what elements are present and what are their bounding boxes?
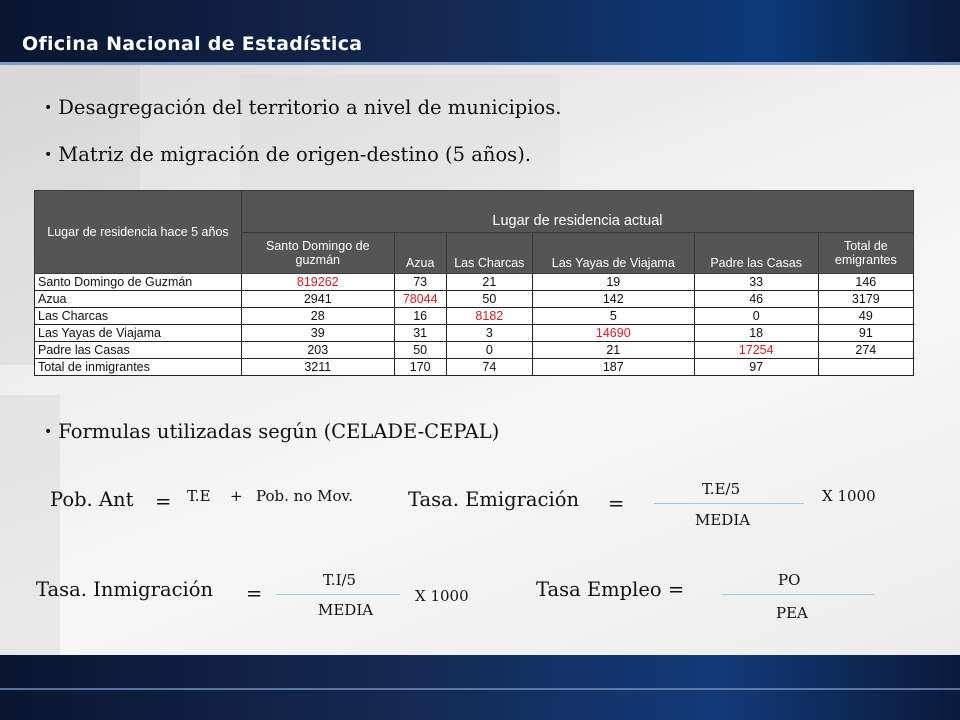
- table-cell: 91: [818, 325, 913, 342]
- column-header: Santo Domingo de guzmán: [241, 233, 394, 274]
- top-header: Lugar de residencia actual: [241, 191, 913, 233]
- table-cell: 49: [818, 308, 913, 325]
- bullet-text: Formulas utilizadas según (CELADE-CEPAL): [58, 420, 500, 443]
- inmigracion-equals: =: [246, 582, 263, 605]
- inmigracion-fraction-line: [276, 594, 400, 595]
- table-row: [35, 325, 914, 342]
- empleo-denominator: PEA: [776, 604, 808, 622]
- table-cell: 142: [532, 291, 694, 308]
- table-row: [35, 274, 914, 291]
- corner-header: Lugar de residencia hace 5 años: [35, 191, 242, 274]
- table-cell: 28: [241, 308, 394, 325]
- empleo-label: Tasa Empleo =: [536, 578, 685, 601]
- emigracion-numerator: T.E/5: [702, 480, 741, 498]
- table-cell: 17254: [694, 342, 818, 359]
- table-cell: 74: [446, 359, 532, 376]
- table-cell: 16: [394, 308, 446, 325]
- header-title: Oficina Nacional de Estadística: [22, 33, 363, 55]
- bullet-text: Matriz de migración de origen-destino (5 años).: [58, 143, 531, 166]
- table-cell: 78044: [394, 291, 446, 308]
- table-cell: 14690: [532, 325, 694, 342]
- table-cell: 170: [394, 359, 446, 376]
- header-divider: [0, 62, 960, 65]
- bullet-formulas: • Formulas utilizadas según (CELADE-CEPAL): [44, 420, 500, 443]
- table-cell: 97: [694, 359, 818, 376]
- table-cell: 819262: [241, 274, 394, 291]
- table-cell: 5: [532, 308, 694, 325]
- table-cell: 3211: [241, 359, 394, 376]
- emigracion-factor: X 1000: [822, 487, 876, 505]
- table-cell: 21: [532, 342, 694, 359]
- empleo-numerator: PO: [778, 571, 801, 589]
- table-cell: 50: [446, 291, 532, 308]
- table-cell: 18: [694, 325, 818, 342]
- pob-ant-equals: =: [155, 490, 172, 513]
- table-row: [35, 291, 914, 308]
- row-label: Las Charcas: [35, 308, 242, 325]
- table-cell: 50: [394, 342, 446, 359]
- migration-matrix-table: [34, 190, 914, 376]
- table-cell: 3179: [818, 291, 913, 308]
- column-header: Total de emigrantes: [818, 233, 913, 274]
- bullet-text: Desagregación del territorio a nivel de municipios.: [58, 96, 562, 119]
- inmigracion-factor: X 1000: [415, 587, 469, 605]
- pob-ant-term1: T.E: [187, 487, 211, 505]
- row-label: Azua: [35, 291, 242, 308]
- table-row: [35, 342, 914, 359]
- inmigracion-denominator: MEDIA: [318, 601, 374, 619]
- table-cell: 46: [694, 291, 818, 308]
- table-cell: 19: [532, 274, 694, 291]
- row-label: Santo Domingo de Guzmán: [35, 274, 242, 291]
- emigracion-equals: =: [608, 492, 625, 515]
- table-cell: 146: [818, 274, 913, 291]
- column-header: Las Yayas de Viajama: [532, 233, 694, 274]
- table-cell: 21: [446, 274, 532, 291]
- row-label: Total de inmigrantes: [35, 359, 242, 376]
- row-label: Las Yayas de Viajama: [35, 325, 242, 342]
- footer-divider: [0, 688, 960, 690]
- table-cell: 3: [446, 325, 532, 342]
- table-row: [35, 308, 914, 325]
- emigracion-denominator: MEDIA: [695, 511, 751, 529]
- table-cell: 187: [532, 359, 694, 376]
- table-cell: 73: [394, 274, 446, 291]
- table-cell: [818, 359, 913, 376]
- bullet-matriz: • Matriz de migración de origen-destino (5 años).: [44, 143, 531, 166]
- bullet-municipios: • Desagregación del territorio a nivel de municipios.: [44, 96, 562, 119]
- empleo-fraction-line: [722, 594, 874, 595]
- row-label: Padre las Casas: [35, 342, 242, 359]
- emigracion-fraction-line: [654, 503, 804, 504]
- table-cell: 33: [694, 274, 818, 291]
- table-cell: 8182: [446, 308, 532, 325]
- table-cell: 2941: [241, 291, 394, 308]
- pob-ant-term2: Pob. no Mov.: [256, 487, 353, 505]
- column-header: Padre las Casas: [694, 233, 818, 274]
- table-cell: 31: [394, 325, 446, 342]
- table-cell: 0: [446, 342, 532, 359]
- table-row: [35, 359, 914, 376]
- table-cell: 39: [241, 325, 394, 342]
- pob-ant-label: Pob. Ant: [50, 488, 134, 511]
- table-cell: 274: [818, 342, 913, 359]
- table-cell: 0: [694, 308, 818, 325]
- column-header: Las Charcas: [446, 233, 532, 274]
- table-cell: 203: [241, 342, 394, 359]
- emigracion-label: Tasa. Emigración: [408, 488, 579, 511]
- pob-ant-plus: +: [230, 487, 243, 505]
- inmigracion-numerator: T.I/5: [323, 571, 357, 589]
- inmigracion-label: Tasa. Inmigración: [36, 578, 214, 601]
- column-header: Azua: [394, 233, 446, 274]
